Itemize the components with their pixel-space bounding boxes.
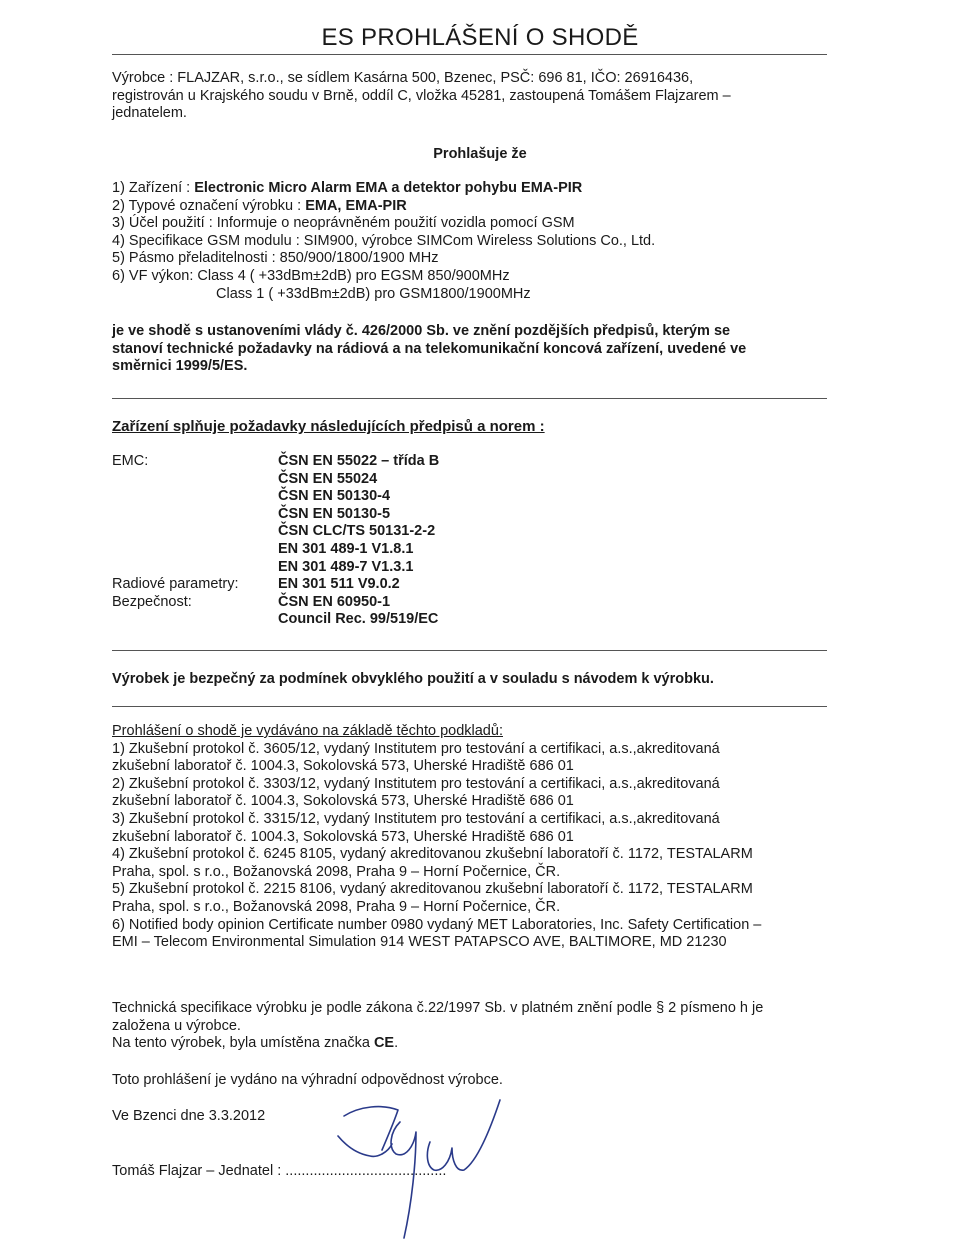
standards-heading: Zařízení splňuje požadavky následujících předpisů a norem :: [112, 418, 545, 435]
document-title: ES PROHLÁŠENÍ O SHODĚ: [321, 24, 639, 51]
signature-dots: ........................................: [285, 1163, 447, 1179]
item-text: 6) VF výkon: Class 4 ( +33dBm±2dB) pro EGSM 850/900MHz: [112, 267, 510, 284]
ce-line-end: .: [394, 1035, 399, 1052]
compliance-line: stanoví technické požadavky na rádiová a na telekomunikační koncová zařízení, uvedené ve: [112, 340, 747, 357]
tech-spec-line: založena u výrobce.: [112, 1017, 241, 1034]
basis-line: EMI – Telecom Environmental Simulation 914 WEST PATAPSCO AVE, BALTIMORE, MD 21230: [112, 934, 727, 951]
standard-value: ČSN CLC/TS 50131-2-2: [278, 523, 436, 540]
product-item-4: [112, 233, 832, 251]
safety-statement: Výrobek je bezpečný za podmínek obvyklého použití a v souladu s návodem k výrobku.: [112, 671, 714, 687]
standard-row: [0, 594, 960, 612]
standard-row: [0, 576, 960, 594]
standard-category: Bezpečnost:: [112, 593, 192, 610]
item-text: 5) Pásmo přeladitelnosti : 850/900/1800/1900 MHz: [112, 250, 439, 267]
standard-row: [0, 453, 960, 471]
item-text: 4) Specifikace GSM modulu : SIM900, výrobce SIMCom Wireless Solutions Co., Ltd.: [112, 232, 656, 249]
basis-line: Praha, spol. s r.o., Božanovská 2098, Praha 9 – Horní Počernice, ČR.: [112, 863, 561, 880]
standard-value: EN 301 511 V9.0.2: [278, 576, 400, 593]
product-item-6: [112, 268, 832, 286]
basis-line: zkušební laboratoř č. 1004.3, Sokolovská 573, Uherské Hradiště 686 01: [112, 793, 574, 810]
item-bold-text: EMA, EMA-PIR: [305, 197, 407, 214]
basis-line: Praha, spol. s r.o., Božanovská 2098, Praha 9 – Horní Počernice, ČR.: [112, 898, 561, 915]
basis-line: 2) Zkušební protokol č. 3303/12, vydaný Institutem pro testování a certifikaci, a.s.,akreditovaná: [112, 775, 720, 792]
basis-heading: Prohlášení o shodě je vydáváno na základě těchto podkladů:: [112, 723, 503, 739]
title-divider: [112, 54, 827, 55]
product-item-5: [112, 250, 832, 268]
basis-section: [112, 723, 832, 952]
standard-value: ČSN EN 55022 – třída B: [278, 453, 440, 469]
signatory-name: Tomáš Flajzar – Jednatel :: [112, 1163, 286, 1179]
intro-line: registrován u Krajského soudu v Brně, oddíl C, vložka 45281, zastoupená Tomášem Flajzarem –: [112, 87, 731, 104]
standard-row: [0, 471, 960, 489]
standard-row: [0, 523, 960, 541]
basis-line: 1) Zkušební protokol č. 3605/12, vydaný Institutem pro testování a certifikaci, a.s.,akreditovaná: [112, 740, 720, 757]
intro-line: jednatelem.: [112, 105, 187, 122]
standard-value: ČSN EN 50130-4: [278, 488, 391, 505]
ce-mark-line: [112, 1035, 832, 1053]
basis-line: 3) Zkušební protokol č. 3315/12, vydaný Institutem pro testování a certifikaci, a.s.,akreditovaná: [112, 810, 720, 827]
product-item-2: [112, 198, 832, 216]
compliance-line: směrnici 1999/5/ES.: [112, 358, 248, 375]
product-items: [112, 180, 832, 303]
standard-category: EMC:: [112, 453, 149, 469]
basis-line: zkušební laboratoř č. 1004.3, Sokolovská 573, Uherské Hradiště 686 01: [112, 828, 574, 845]
section-divider: [112, 398, 827, 399]
standard-category: Radiové parametry:: [112, 576, 239, 593]
section-divider: [112, 706, 827, 707]
standard-value: ČSN EN 50130-5: [278, 505, 391, 522]
standard-value: ČSN EN 60950-1: [278, 593, 391, 610]
tech-spec-line: Technická specifikace výrobku je podle zákona č.22/1997 Sb. v platném znění podle § 2 písmeno h je: [112, 1000, 764, 1016]
standard-value: ČSN EN 55024: [278, 470, 378, 487]
item-text: 2) Typové označení výrobku :: [112, 197, 306, 214]
standard-row: [0, 541, 960, 559]
ce-line-text: Na tento výrobek, byla umístěna značka: [112, 1035, 374, 1052]
section-divider: [112, 650, 827, 651]
basis-line: 6) Notified body opinion Certificate number 0980 vydaný MET Laboratories, Inc. Safety Certification –: [112, 916, 762, 933]
handwritten-signature: [330, 1092, 510, 1242]
item-text: 3) Účel použití : Informuje o neoprávněném použití vozidla pomocí GSM: [112, 215, 575, 232]
standard-row: [0, 559, 960, 577]
standard-row: [0, 506, 960, 524]
basis-line: zkušební laboratoř č. 1004.3, Sokolovská 573, Uherské Hradiště 686 01: [112, 758, 574, 775]
compliance-line: je ve shodě s ustanoveními vlády č. 426/2000 Sb. ve znění pozdějších předpisů, kterým se: [112, 323, 731, 339]
tech-spec: [112, 1000, 832, 1053]
standards-list: [0, 453, 960, 629]
ce-mark: CE: [373, 1035, 395, 1052]
standard-value: EN 301 489-1 V1.8.1: [278, 540, 414, 557]
item-bold-text: Electronic Micro Alarm EMA a detektor pohybu EMA-PIR: [194, 180, 583, 196]
declares-heading: Prohlašuje že: [433, 146, 527, 162]
standard-row: [0, 488, 960, 506]
place-date: Ve Bzenci dne 3.3.2012: [112, 1108, 266, 1124]
responsibility-statement: Toto prohlášení je vydáno na výhradní odpovědnost výrobce.: [112, 1072, 503, 1088]
product-item-6-continued: Class 1 ( +33dBm±2dB) pro GSM1800/1900MHz: [216, 285, 531, 302]
standard-row: [0, 611, 960, 629]
standard-value: Council Rec. 99/519/EC: [278, 611, 439, 628]
intro-line: Výrobce : FLAJZAR, s.r.o., se sídlem Kasárna 500, Bzenec, PSČ: 696 81, IČO: 26916436,: [112, 70, 694, 86]
standard-value: EN 301 489-7 V1.3.1: [278, 558, 414, 575]
item-text: 1) Zařízení :: [112, 180, 195, 196]
manufacturer-intro: [112, 70, 832, 123]
product-item-3: [112, 215, 832, 233]
product-item-1: [112, 180, 832, 198]
basis-line: 5) Zkušební protokol č. 2215 8106, vydaný akreditovanou zkušební laboratoří č. 1172, TESTALARM: [112, 881, 753, 898]
compliance-statement: [112, 323, 832, 376]
basis-line: 4) Zkušební protokol č. 6245 8105, vydaný akreditovanou zkušební laboratoří č. 1172, TESTALARM: [112, 846, 753, 863]
